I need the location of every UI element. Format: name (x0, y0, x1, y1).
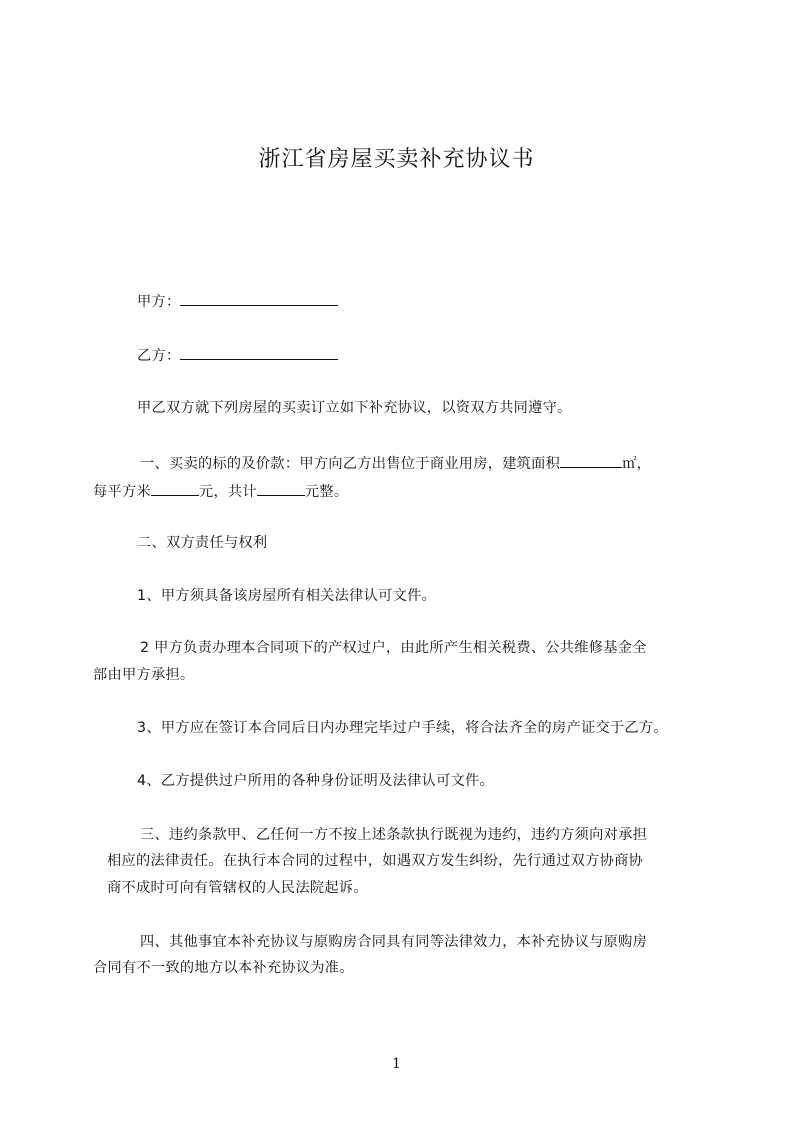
item-1: 1、甲方须具备该房屋所有相关法律认可文件。 (137, 588, 437, 604)
section-4-line-1: 四、其他事宜本补充协议与原购房合同具有同等法律效力，本补充协议与原购房 (140, 934, 648, 950)
section-1-line-1 (140, 452, 651, 474)
total-blank (257, 480, 305, 496)
area-blank (560, 452, 622, 468)
section-3-line-1: 三、违约条款甲、乙任何一方不按上述条款执行既视为违约，违约方须向对承担 (140, 827, 648, 843)
document-title: 浙江省房屋买卖补充协议书 (258, 147, 535, 172)
page-number: 1 (392, 1056, 401, 1072)
party-b-line (137, 344, 338, 366)
party-b-label: 乙方： (137, 348, 181, 364)
total-suffix: 元整。 (304, 484, 349, 500)
area-unit: ㎡， (622, 456, 652, 472)
unit-price-label: 每平方米 (93, 484, 151, 500)
section-1-line-2 (93, 480, 348, 502)
total-label: 元，共计 (198, 484, 257, 500)
section-3-line-2: 相应的法律责任。在执行本合同的过程中，如遇双方发生纠纷，先行通过双方协商协 (107, 853, 644, 869)
unit-price-blank (151, 480, 199, 496)
section-3-line-3: 商不成时可向有管辖权的人民法院起诉。 (107, 880, 368, 896)
item-4: 4、乙方提供过户所用的各种身份证明及法律认可文件。 (137, 773, 495, 789)
party-a-label: 甲方： (137, 294, 181, 310)
party-a-blank (180, 290, 338, 306)
item-2-line-2: 部由甲方承担。 (93, 667, 195, 683)
section-2-heading: 二、双方责任与权利 (137, 535, 268, 551)
section-4-line-2: 合同有不一致的地方以本补充协议为准。 (93, 960, 354, 976)
party-a-line (137, 290, 338, 312)
item-2-line-1: 2 甲方负责办理本合同项下的产权过户，由此所产生相关税费、公共维修基金全 (140, 640, 647, 656)
intro-paragraph: 甲乙双方就下列房屋的买卖订立如下补充协议，以资双方共同遵守。 (137, 400, 572, 416)
party-b-blank (180, 344, 338, 360)
section-1-text: 一、买卖的标的及价款：甲方向乙方出售位于商业用房，建筑面积 (140, 456, 561, 472)
item-3: 3、甲方应在签订本合同后日内办理完毕过户手续，将合法齐全的房产证交于乙方。 (137, 720, 668, 736)
